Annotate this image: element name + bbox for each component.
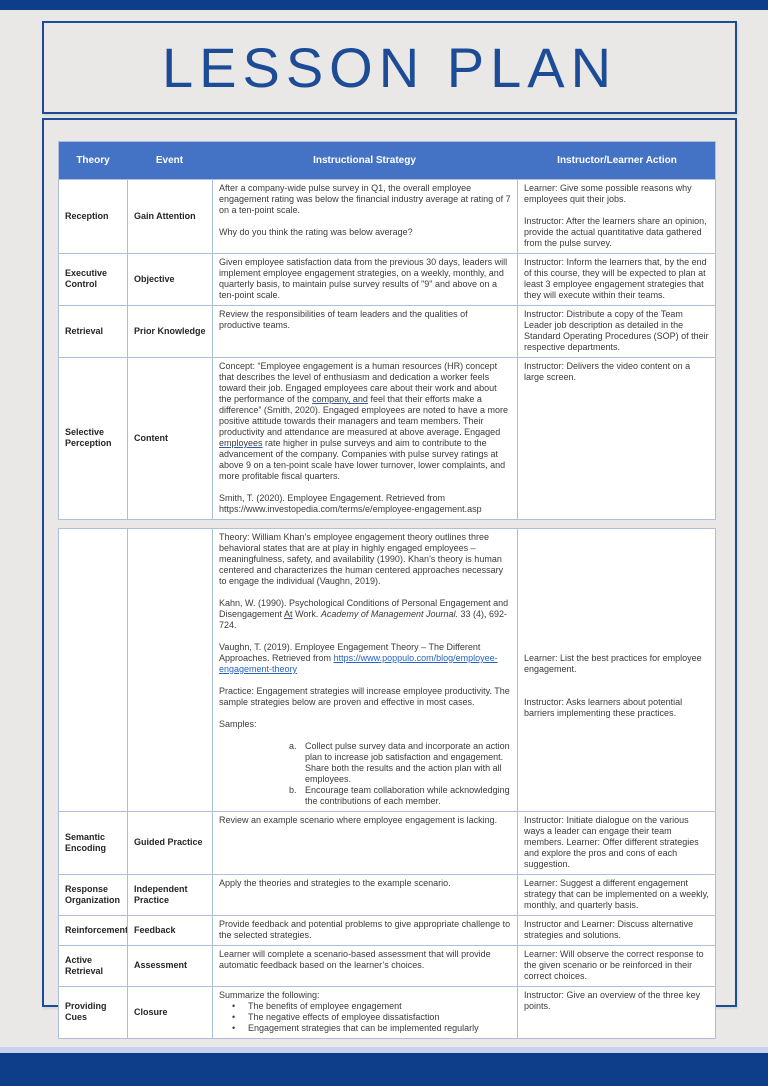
theory-cell-label: Executive Control — [65, 268, 108, 289]
paragraph — [219, 919, 511, 941]
action-cell — [517, 358, 717, 519]
paragraph — [524, 878, 711, 911]
theory-cell-label: Selective Perception — [65, 427, 112, 448]
event-cell — [127, 306, 212, 357]
paragraph — [524, 183, 711, 205]
paragraph — [524, 598, 711, 609]
strategy-cell — [212, 812, 517, 874]
list-marker: • — [232, 1023, 236, 1033]
theory-cell-label: Response Organization — [65, 883, 121, 905]
paragraph — [524, 587, 711, 598]
table-row — [59, 305, 715, 357]
text-run: Provide feedback and potential problems to give appropriate challenge to the selected strategies. — [219, 919, 511, 940]
paragraph — [219, 815, 511, 826]
text-run: Learner will complete a scenario-based assessment that will provide automatic feedback based on the learner’s choices. — [219, 949, 491, 970]
paragraph — [219, 878, 511, 889]
paragraph — [524, 216, 711, 249]
text-run: rate higher in pulse surveys and aim to contribute to the advancement of the company. Companies with pulse survey ratings at above 9 on a ten-point scale have lower turnover, lower complaints, and more profitable fiscal quarters. — [219, 438, 506, 481]
text-run: Instructor: Initiate dialogue on the various ways a leader can engage their team members. Learner: Offer different strategies and explore the pros and cons of each suggestion. — [524, 815, 699, 869]
paragraph — [219, 949, 511, 971]
bottom-accent-bar — [0, 1053, 768, 1086]
text-run: 33 (4), 692-724. — [219, 609, 508, 630]
event-cell-label: Guided Practice — [134, 837, 203, 847]
paragraph — [524, 919, 711, 941]
strategy-cell — [212, 946, 517, 986]
paragraph — [524, 576, 711, 587]
paragraph — [524, 309, 711, 353]
action-cell — [517, 529, 717, 811]
text-run: Encourage team collaboration while acknowledging the contributions of each member. — [305, 785, 510, 806]
paragraph — [219, 675, 511, 686]
event-cell-label: Closure — [134, 1006, 168, 1017]
table-row — [59, 529, 715, 811]
list-marker: • — [232, 1001, 236, 1011]
strategy-cell — [212, 254, 517, 305]
paragraph — [219, 708, 511, 719]
text-run: Work. — [292, 609, 321, 619]
paragraph — [219, 587, 511, 598]
table-row — [59, 357, 715, 519]
paragraph — [524, 532, 711, 543]
text-run: Instructor: After the learners share an opinion, provide the actual quantitative data gathered from the pulse survey. — [524, 216, 707, 248]
theory-cell — [59, 946, 127, 986]
text-run: Instructor and Learner: Discuss alternative strategies and solutions. — [524, 919, 694, 940]
text-run: Vaughn, T. (2019). Employee Engagement Theory – The Different Approaches. Retrieved from — [219, 642, 481, 663]
theory-cell-label: Reinforcement — [65, 924, 129, 935]
paragraph — [524, 554, 711, 565]
action-cell — [517, 916, 717, 945]
action-cell — [517, 812, 717, 874]
text-run: The negative effects of employee dissatisfaction — [248, 1012, 440, 1022]
theory-cell — [59, 358, 127, 519]
action-cell — [517, 180, 717, 253]
lesson-plan-table-section-2 — [58, 528, 716, 1039]
text-run: Instructor: Inform the learners that, by the end of this course, they will be expected to plan at least 3 employee engagement strategies that they will execute within their teams. — [524, 257, 707, 300]
title-box — [42, 21, 737, 114]
theory-cell — [59, 987, 127, 1038]
text-run: Practice: Engagement strategies will increase employee productivity. The sample strategies below are proven and effective in most cases. — [219, 686, 510, 707]
text-run: The benefits of employee engagement — [248, 1001, 402, 1011]
theory-cell-label: Retrieval — [65, 325, 104, 336]
paragraph — [524, 205, 711, 216]
paragraph — [219, 532, 511, 587]
paragraph — [524, 565, 711, 576]
theory-cell — [59, 254, 127, 305]
paragraph — [219, 493, 511, 515]
table-row — [59, 253, 715, 305]
theory-cell-label: Reception — [65, 210, 109, 221]
strategy-cell — [212, 916, 517, 945]
strategy-cell — [212, 306, 517, 357]
list-item — [219, 741, 511, 785]
text-run: Learner: Give some possible reasons why employees quit their jobs. — [524, 183, 692, 204]
text-run: Smith, T. (2020). Employee Engagement. Retrieved from https://www.investopedia.com/terms/e/employee-engagement.asp — [219, 493, 482, 514]
event-cell-label: Gain Attention — [134, 210, 196, 221]
theory-cell — [59, 875, 127, 915]
paragraph — [524, 642, 711, 653]
text-run: Instructor: Distribute a copy of the Team Leader job description as detailed in the Standard Operating Procedures (SOP) of their respective departments. — [524, 309, 709, 352]
list-item — [219, 1012, 511, 1023]
theory-cell — [59, 180, 127, 253]
text-run: Summarize the following: — [219, 990, 320, 1000]
text-run: Given employee satisfaction data from the previous 30 days, leaders will implement employee engagement strategies, on a weekly, monthly, and quarterly basis, to maintain pulse survey results of "9" and above on a ten-point scale. — [219, 257, 508, 300]
paragraph — [219, 642, 511, 675]
action-cell — [517, 875, 717, 915]
list-item — [219, 785, 511, 807]
theory-cell-label: Semantic Encoding — [65, 831, 106, 853]
paragraph — [524, 609, 711, 620]
event-cell — [127, 812, 212, 874]
column-header: Event — [155, 155, 184, 166]
hyperlink[interactable]: https://www.poppulo.com/blog/employee-engagement-theory — [219, 653, 498, 674]
text-run: Learner: Will observe the correct response to the given scenario or be reinforced in their correct choices. — [524, 949, 704, 981]
text-run: At — [284, 609, 293, 619]
text-run: Theory: William Khan’s employee engagement theory outlines three behavioral states that are at play in highly engaged employees – meaningfulness, safety, and availability (1990). Khan’s theory is human centered and characterizes the human centered approaches necessary to engage the individual (Vaughn, 2019). — [219, 532, 504, 586]
list-marker: b. — [289, 785, 297, 795]
table-row — [59, 915, 715, 945]
event-cell — [127, 358, 212, 519]
paragraph — [219, 719, 511, 730]
text-run: employees — [219, 438, 263, 448]
text-run: Kahn, W. (1990). Psychological Conditions of Personal Engagement and Disengagement — [219, 598, 509, 619]
strategy-cell — [212, 180, 517, 253]
text-run: Academy of Management Journal. — [320, 609, 458, 619]
table-row — [59, 874, 715, 915]
strategy-cell — [212, 529, 517, 811]
list-item — [219, 1001, 511, 1012]
action-cell — [517, 987, 717, 1038]
text-run: Concept: “Employee engagement is a human resources (HR) concept that describes the level of enthusiasm and dedication a worker feels toward their job. Engaged employees care about their work and about the performance of the — [219, 361, 498, 404]
paragraph — [524, 631, 711, 642]
text-run: Samples: — [219, 719, 257, 729]
paragraph — [219, 990, 511, 1001]
paragraph — [524, 361, 711, 383]
paragraph — [524, 815, 711, 870]
text-run: company, and — [312, 394, 368, 404]
paragraph — [524, 543, 711, 554]
paragraph — [219, 631, 511, 642]
column-header: Instructor/Learner Action — [557, 155, 677, 166]
paragraph — [219, 183, 511, 216]
list-marker: a. — [289, 741, 297, 751]
event-cell — [127, 875, 212, 915]
paragraph — [524, 949, 711, 982]
paragraph — [524, 653, 711, 675]
event-cell-label: Independent Practice — [134, 883, 188, 905]
paragraph — [219, 227, 511, 238]
event-cell-label: Assessment — [134, 960, 188, 970]
paragraph — [524, 257, 711, 301]
text-run: Learner: List the best practices for employee engagement. — [524, 653, 702, 674]
page-title: LESSON PLAN — [161, 36, 618, 99]
theory-cell — [59, 812, 127, 874]
theory-cell — [59, 916, 127, 945]
paragraph — [524, 990, 711, 1012]
strategy-cell — [212, 987, 517, 1038]
table-header-row — [59, 142, 715, 179]
strategy-cell — [212, 358, 517, 519]
theory-cell-label: Providing Cues — [65, 1001, 107, 1022]
table-row — [59, 986, 715, 1038]
paragraph — [219, 482, 511, 493]
paragraph — [219, 686, 511, 708]
table-row — [59, 811, 715, 874]
column-header: Theory — [76, 155, 110, 166]
paragraph — [524, 686, 711, 697]
action-cell — [517, 946, 717, 986]
paragraph — [524, 620, 711, 631]
event-cell-label: Content — [134, 432, 168, 443]
text-run: Instructor: Delivers the video content on a large screen. — [524, 361, 691, 382]
paragraph — [219, 309, 511, 331]
event-cell — [127, 946, 212, 986]
action-cell — [517, 306, 717, 357]
text-run: Instructor: Give an overview of the three key points. — [524, 990, 701, 1011]
event-cell-label: Feedback — [134, 924, 176, 935]
table-row — [59, 179, 715, 253]
text-run: Apply the theories and strategies to the example scenario. — [219, 878, 451, 888]
table-row — [59, 945, 715, 986]
strategy-cell — [212, 875, 517, 915]
text-run: Review the responsibilities of team leaders and the qualities of productive teams. — [219, 309, 468, 330]
text-run: Collect pulse survey data and incorporate an action plan to increase job satisfaction and engagement. Share both the results and the action plan with all employees. — [305, 741, 510, 784]
paragraph — [524, 697, 711, 719]
event-cell — [127, 180, 212, 253]
top-accent-bar — [0, 0, 768, 10]
lesson-plan-table-section-1 — [58, 141, 716, 520]
theory-cell — [59, 529, 127, 811]
text-run: After a company-wide pulse survey in Q1, the overall employee engagement rating was below the financial industry average at rating of 7 on a ten-point scale. — [219, 183, 511, 215]
column-header: Instructional Strategy — [313, 155, 416, 166]
lesson-plan-tables — [58, 141, 718, 1039]
text-run: Learner: Suggest a different engagement strategy that can be implemented on a weekly, monthly, and quarterly basis. — [524, 878, 709, 910]
text-run: feel that their efforts make a difference” (Smith, 2020). Engaged employees are noted to have a more positive attitude towards their managers and team members. Their productivity and attendance are measured at above average. Engaged — [219, 394, 509, 437]
paragraph — [524, 675, 711, 686]
paragraph — [219, 216, 511, 227]
content-box — [42, 118, 737, 1033]
theory-cell — [59, 306, 127, 357]
list-item — [219, 1023, 511, 1034]
theory-cell-label: Active Retrieval — [65, 954, 104, 976]
text-run: Why do you think the rating was below average? — [219, 227, 413, 237]
text-run: Review an example scenario where employee engagement is lacking. — [219, 815, 498, 825]
paragraph — [219, 598, 511, 631]
text-run: Engagement strategies that can be implemented regularly — [248, 1023, 479, 1033]
event-cell — [127, 254, 212, 305]
event-cell — [127, 916, 212, 945]
text-run: Instructor: Asks learners about potential barriers implementing these practices. — [524, 697, 683, 718]
event-cell — [127, 987, 212, 1038]
event-cell — [127, 529, 212, 811]
paragraph — [219, 361, 511, 482]
event-cell-label: Prior Knowledge — [134, 325, 206, 336]
list-marker: • — [232, 1012, 236, 1022]
paragraph — [219, 730, 511, 741]
event-cell-label: Objective — [134, 273, 175, 284]
action-cell — [517, 254, 717, 305]
paragraph — [219, 257, 511, 301]
